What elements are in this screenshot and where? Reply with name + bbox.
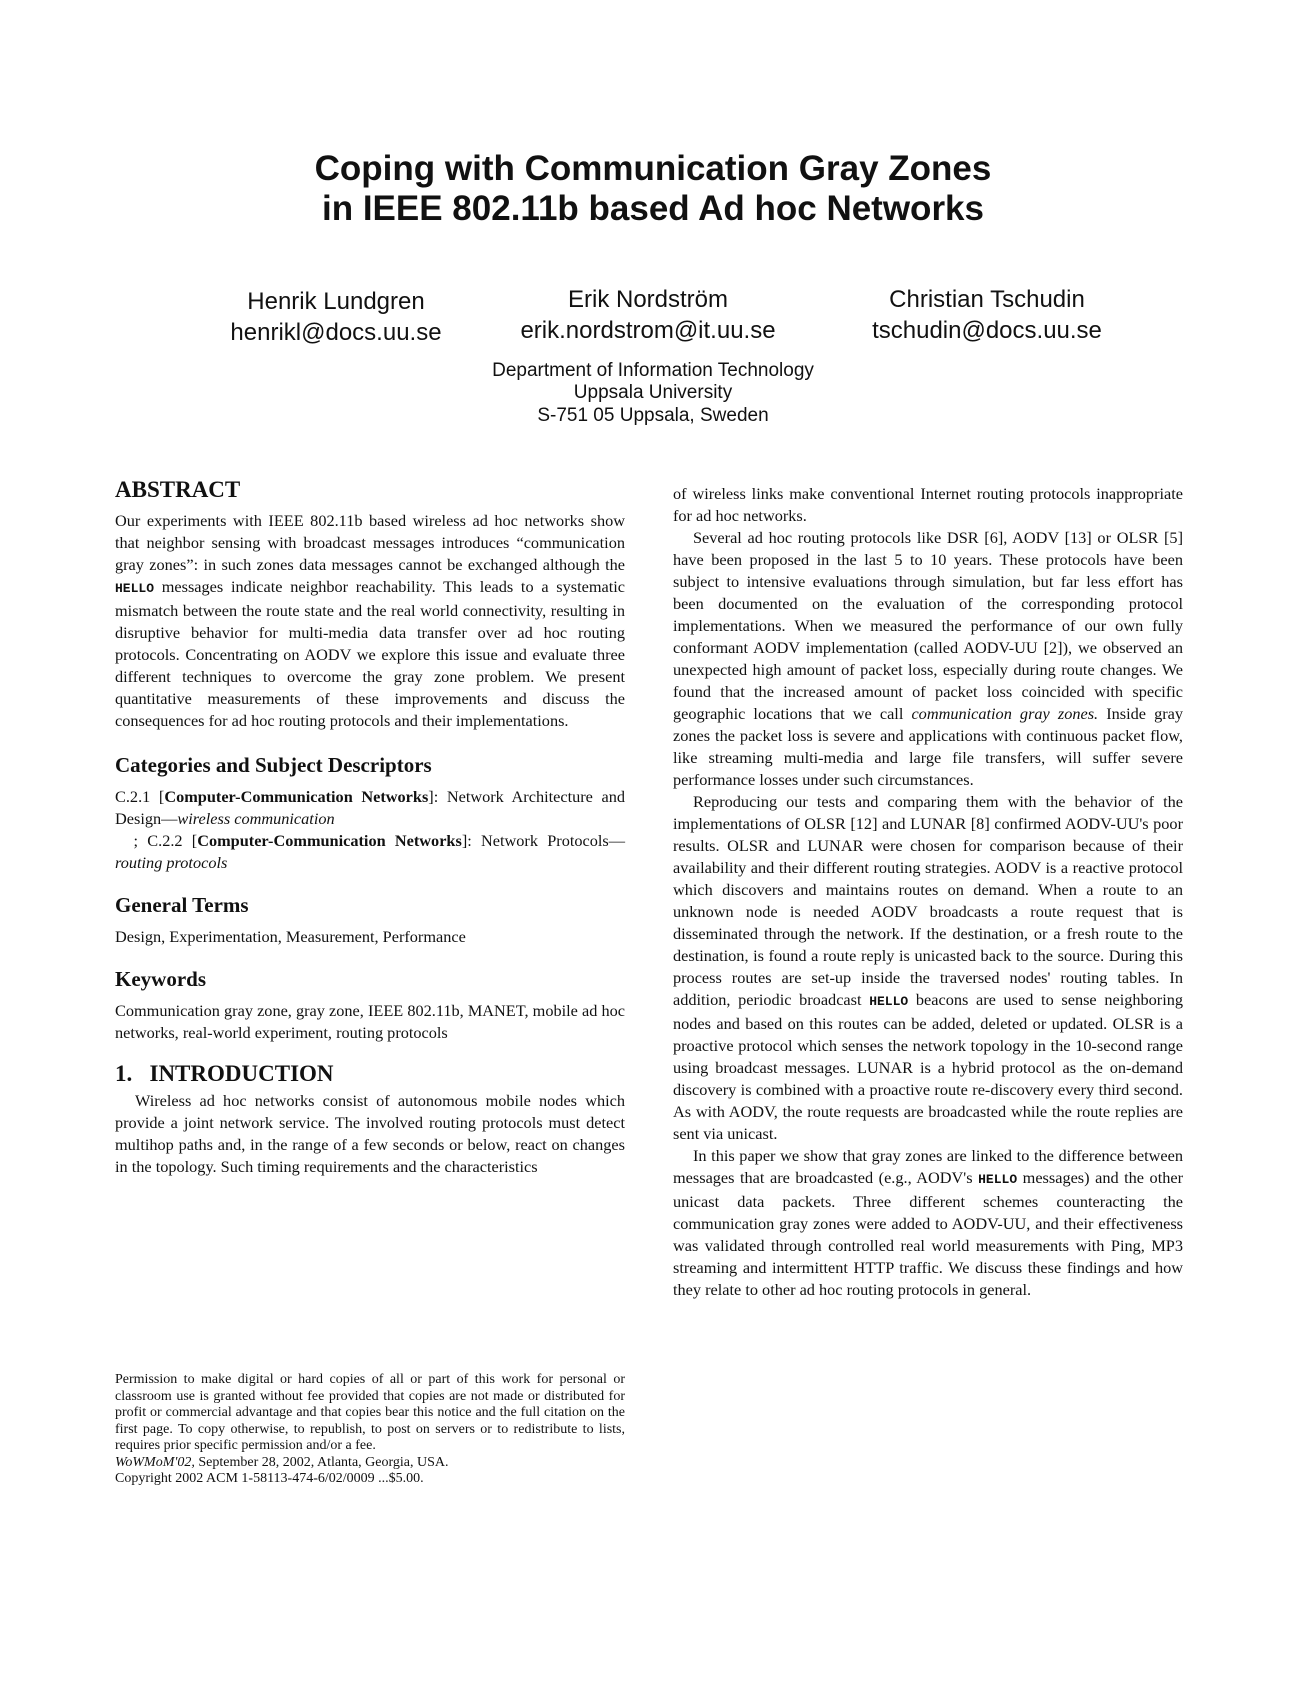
author-block-2 [478, 285, 818, 347]
keywords-heading: Keywords [115, 967, 206, 991]
paper-title-line-2: in IEEE 802.11b based Ad hoc Networks [322, 189, 984, 228]
paragraph-part: beacons are used to sense neighboring nodes and based on this routes can be added, deleted or updated. OLSR is a proactive protocol which senses the network topology in the 10-second range using broadcast messages. LUNAR is a hybrid protocol as the on-demand discovery is combined with a proactive route re-discovery every third second. As with AODV, the route requests are broadcasted while the route replies are sent via unicast. [673, 990, 1184, 1143]
keywords-text: Communication gray zone, gray zone, IEEE 802.11b, MANET, mobile ad hoc networks, real-world experiment, routing protocols [115, 1001, 625, 1042]
introduction-text: Wireless ad hoc networks consist of autonomous mobile nodes which provide a joint network service. The involved routing protocols must detect multihop paths and, in the range of a few seconds or below, react on changes in the topology. Such timing requirements and the characteristics [115, 1091, 625, 1176]
intro-paragraph-3 [673, 791, 1183, 1145]
affiliation-university: Uppsala University [573, 382, 733, 403]
intro-paragraph-2 [673, 527, 1183, 791]
affiliation-address: S-751 05 Uppsala, Sweden [537, 405, 769, 426]
affiliation-department: Department of Information Technology [492, 360, 814, 381]
paragraph-part: Inside gray zones the packet loss is severe and applications with continuous packet flow, like streaming multi-media and large file transfers, will suffer severe performance losses under such circumstances. [673, 704, 1184, 789]
abstract-text-part: messages indicate neighbor reachability. This leads to a systematic mismatch between the route state and the real world connectivity, resulting in disruptive behavior for multi-media data transfer over ad hoc routing protocols. Concentrating on AODV we explore this issue and evaluate three different techniques to overcome the gray zone problem. We present quantitative measurements of these improvements and discuss the consequences for ad hoc routing protocols and their implementations. [115, 577, 625, 730]
general-terms-heading: General Terms [115, 893, 249, 917]
author-name: Christian Tschudin [889, 286, 1085, 313]
author-email: henrikl@docs.uu.se [230, 319, 442, 346]
author-block-1 [166, 287, 506, 349]
categories-heading: Categories and Subject Descriptors [115, 753, 432, 777]
author-email: tschudin@docs.uu.se [872, 317, 1102, 344]
left-column [115, 476, 625, 1178]
introduction-heading: 1. INTRODUCTION [115, 1061, 334, 1086]
categories-text [115, 786, 625, 874]
category-code: C.2.1 [ [115, 787, 165, 806]
paragraph-part: Several ad hoc routing protocols like DSR [6], AODV [13] or OLSR [5] have been proposed in the last 5 to 10 years. These protocols have been subject to intensive evaluations through simulation, but far less effort has been documented on the evaluation of the corresponding protocol implementations. When we measured the performance of our own fully conformant AODV implementation (called AODV-UU [2]), we observed an unexpected high amount of packet loss, especially during route changes. We found that the increased amount of packet loss coincided with specific geographic locations that we call [673, 528, 1183, 723]
general-terms-text: Design, Experimentation, Measurement, Performance [115, 927, 466, 946]
venue-name: WoWMoM'02, [115, 1454, 195, 1470]
intro-continuation: of wireless links make conventional Internet routing protocols inappropriate for ad hoc networks. [673, 484, 1183, 525]
permission-notice: Permission to make digital or hard copies of all or part of this work for personal or classroom use is granted without fee provided that copies are not made or distributed for profit or commercial advantage and that copies bear this notice and the full citation on the first page. To copy otherwise, to republish, to post on servers or to redistribute to lists, requires prior specific permission and/or a fee. [115, 1372, 625, 1453]
paragraph-part: Reproducing our tests and comparing them with the behavior of the implementations of OLSR [12] and LUNAR [8] confirmed AODV-UU's poor results. OLSR and LUNAR were chosen for comparison because of their availability and their different routing strategies. AODV is a reactive protocol which discovers and maintains routes on demand. When a route to an unknown node is needed AODV broadcasts a route request that is disseminated through the network. If the destination, or a fresh route to the destination, is found a route reply is unicasted back to the source. During this process routes are set-up inside the traversed nodes' routing tables. In addition, periodic broadcast [673, 792, 1183, 1009]
hello-code: HELLO [978, 1172, 1018, 1187]
venue-line [115, 1455, 625, 1472]
intro-paragraph-4 [673, 1145, 1183, 1301]
paragraph-part: In this paper we show that gray zones are linked to the difference between messages that are broadcasted (e.g., AODV's [673, 1146, 1183, 1187]
paragraph-part: messages) and the other unicast data packets. Three different schemes counteracting the communication gray zones were added to AODV-UU, and their effectiveness was validated through controlled real world measurements with Ping, MP3 streaming and intermittent HTTP traffic. We discuss these findings and how they relate to other ad hoc routing protocols in general. [673, 1168, 1184, 1299]
paper-title-line-1: Coping with Communication Gray Zones [314, 149, 992, 188]
category-name: Computer-Communication Networks [197, 831, 462, 850]
copyright-footnote [115, 1372, 625, 1488]
right-column [673, 483, 1183, 1301]
venue-details: September 28, 2002, Atlanta, Georgia, USA. [194, 1454, 449, 1470]
category-subject: wireless communication [177, 809, 335, 828]
author-block-3 [817, 285, 1157, 347]
category-desc: ]: Network Protocols— [461, 831, 626, 850]
hello-code: HELLO [115, 581, 155, 596]
abstract-text-part: Our experiments with IEEE 802.11b based wireless ad hoc networks show that neighbor sensing with broadcast messages introduces “communication gray zones”: in such zones data messages cannot be exchanged although the [115, 511, 625, 574]
author-email: erik.nordstrom@it.uu.se [520, 317, 776, 344]
author-name: Henrik Lundgren [247, 288, 425, 315]
abstract-heading: ABSTRACT [115, 477, 241, 502]
category-code: ; C.2.2 [ [133, 831, 198, 850]
author-name: Erik Nordström [567, 286, 729, 313]
category-name: Computer-Communication Networks [164, 787, 429, 806]
gray-zones-term: communication gray zones. [911, 704, 1099, 723]
category-desc: ]: Network Architecture and Design— [115, 787, 626, 828]
hello-code: HELLO [869, 994, 909, 1009]
category-subject: routing protocols [115, 853, 228, 872]
copyright-line: Copyright 2002 ACM 1-58113-474-6/02/0009 ...$5.00. [115, 1471, 424, 1486]
abstract-text [115, 510, 625, 732]
